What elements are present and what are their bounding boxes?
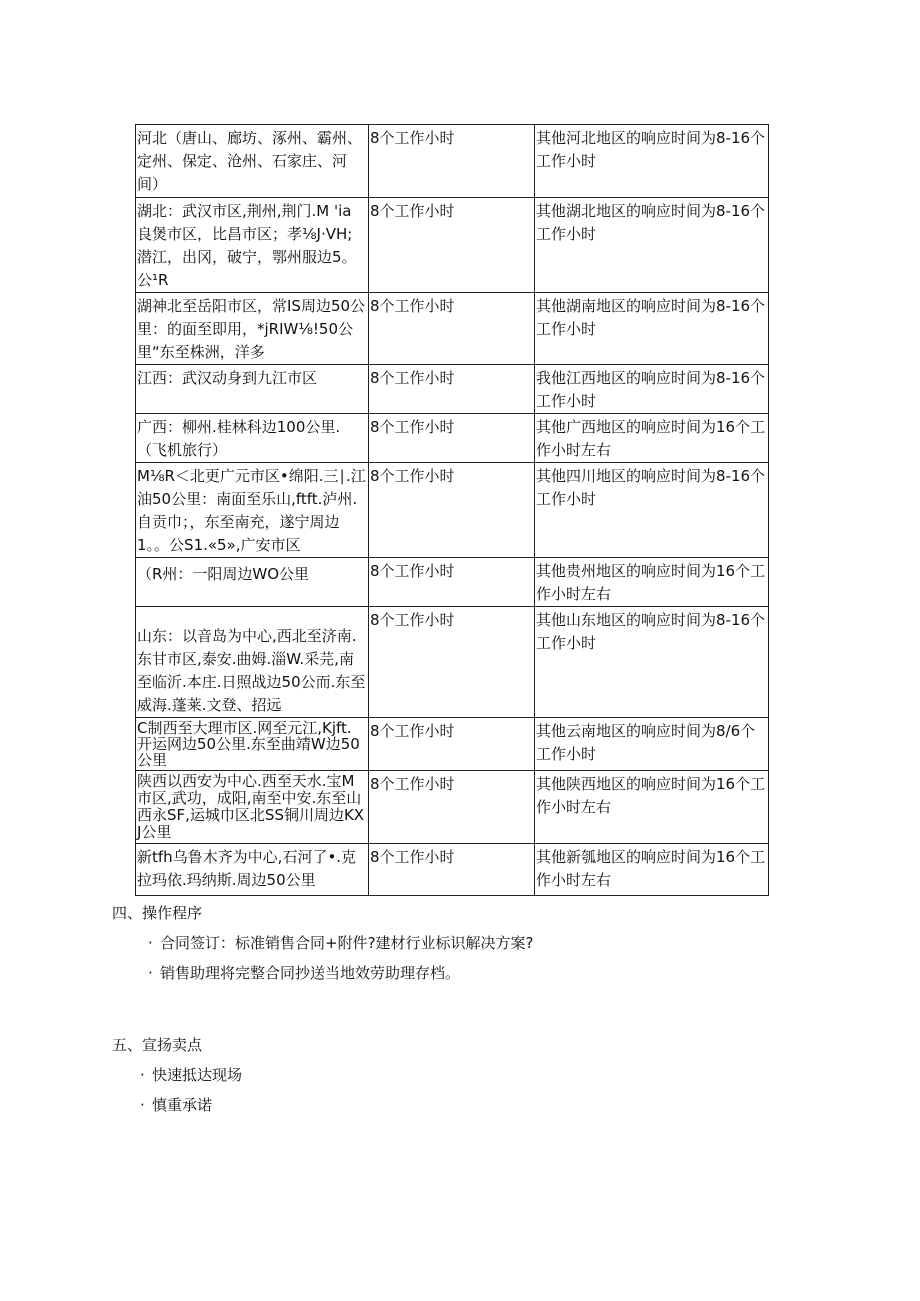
other-region-cell: 其他湖北地区的响应时间为8-16个工作小时 xyxy=(535,198,769,293)
region-cell: 广西：柳州.桂林科边100公里.（飞机旅行） xyxy=(136,414,369,463)
section-four-title: 四、操作程序 xyxy=(112,904,203,922)
response-time-cell: 8个工作小时 xyxy=(369,771,535,844)
region-cell: C制西至大理市区.网至元江,Kjft.开运网边50公里.东至曲靖W边50公里 xyxy=(136,718,369,771)
response-time-cell: 8个工作小时 xyxy=(369,198,535,293)
response-time-cell: 8个工作小时 xyxy=(369,293,535,365)
response-time-cell: 8个工作小时 xyxy=(369,125,535,198)
table-row xyxy=(136,293,769,365)
bullet-dot: · xyxy=(148,964,153,982)
other-region-cell: 其他广西地区的响应时间为16个工作小时左右 xyxy=(535,414,769,463)
region-cell: 湖北：武汉市区,荆州,荆门.M 'ia良煲市区，比昌市区；孝⅛J·VH;潜江，出冈，破宁，鄂州服边5。公¹R xyxy=(136,198,369,293)
bullet-dot: · xyxy=(140,1066,145,1084)
list-item-text: 快速抵达现场 xyxy=(152,1066,243,1084)
list-item-text: 合同签订：标准销售合同+附件?建材行业标识解决方案? xyxy=(160,934,534,952)
other-region-cell: 其他新瓠地区的响应时间为16个工作小时左右 xyxy=(535,844,769,896)
region-cell: 新tfh乌鲁木齐为中心,石河了•.克拉玛依.玛纳斯.周边50公里 xyxy=(136,844,369,896)
region-cell: 河北（唐山、廊坊、涿州、霸州、定州、保定、沧州、石家庄、河间） xyxy=(136,125,369,198)
list-item xyxy=(148,932,534,954)
region-cell: 山东：以音岛为中心,西北至济南.东甘市区,泰安.曲姆.淄W.采芫,南至临沂.本庄.日照战边50公而.东至威海.蓬莱.文登、招远 xyxy=(136,607,369,718)
table-row xyxy=(136,558,769,607)
table-row xyxy=(136,365,769,414)
table-row xyxy=(136,463,769,558)
list-item-text: 慎重承诺 xyxy=(152,1096,213,1114)
table-row xyxy=(136,125,769,198)
table-row xyxy=(136,844,769,896)
other-region-cell: 其他湖南地区的响应时间为8-16个工作小时 xyxy=(535,293,769,365)
other-region-cell: 其他山东地区的响应时间为8-16个工作小时 xyxy=(535,607,769,718)
bullet-dot: · xyxy=(140,1096,145,1114)
other-region-cell: 其他陕西地区的响应时间为16个工作小时左右 xyxy=(535,771,769,844)
response-time-cell: 8个工作小时 xyxy=(369,607,535,718)
table-row xyxy=(136,414,769,463)
response-time-cell: 8个工作小时 xyxy=(369,558,535,607)
other-region-cell: 其他四川地区的响应时间为8-16个工作小时 xyxy=(535,463,769,558)
response-time-cell: 8个工作小时 xyxy=(369,844,535,896)
other-region-cell: 其他河北地区的响应时间为8-16个工作小时 xyxy=(535,125,769,198)
response-time-cell: 8个工作小时 xyxy=(369,365,535,414)
response-time-cell: 8个工作小时 xyxy=(369,718,535,771)
region-cell: 湖神北至岳阳市区，常IS周边50公里：的面至即用，*jRIW⅛!50公里“东至株洲，洋多 xyxy=(136,293,369,365)
response-time-cell: 8个工作小时 xyxy=(369,463,535,558)
region-cell: M⅛R＜北更广元市区•绵阳.三∣.江油50公里：南面至乐山,ftft.泸州.自贡巾；，东至南充，遂宁周边1。。公S1.«5»,广安市区 xyxy=(136,463,369,558)
bullet-dot: · xyxy=(148,934,153,952)
section-five-title: 五、宣扬卖点 xyxy=(112,1036,203,1054)
list-item-text: 销售助理将完整合同抄送当地效劳助理存档。 xyxy=(160,964,461,982)
table-row xyxy=(136,718,769,771)
other-region-cell: 我他江西地区的响应时间为8-16个工作小时 xyxy=(535,365,769,414)
other-region-cell: 其他贵州地区的响应时间为16个工作小时左右 xyxy=(535,558,769,607)
region-cell: 陕西以西安为中心.西至天水.宝M市区,武功，成阳,南至中安.东至山西永SF,运城巾区北SS铜川周边KXJ公里 xyxy=(136,771,369,844)
region-cell: 江西：武汉动身到九江市区 xyxy=(136,365,369,414)
region-cell: （R州：一阳周边WO公里 xyxy=(136,558,369,607)
response-time-cell: 8个工作小时 xyxy=(369,414,535,463)
list-item xyxy=(140,1094,212,1116)
list-item xyxy=(148,962,460,984)
table-row xyxy=(136,607,769,718)
list-item xyxy=(140,1064,242,1086)
service-coverage-table xyxy=(135,124,769,896)
other-region-cell: 其他云南地区的响应时间为8/6个工作小时 xyxy=(535,718,769,771)
table-row xyxy=(136,198,769,293)
table-row xyxy=(136,771,769,844)
